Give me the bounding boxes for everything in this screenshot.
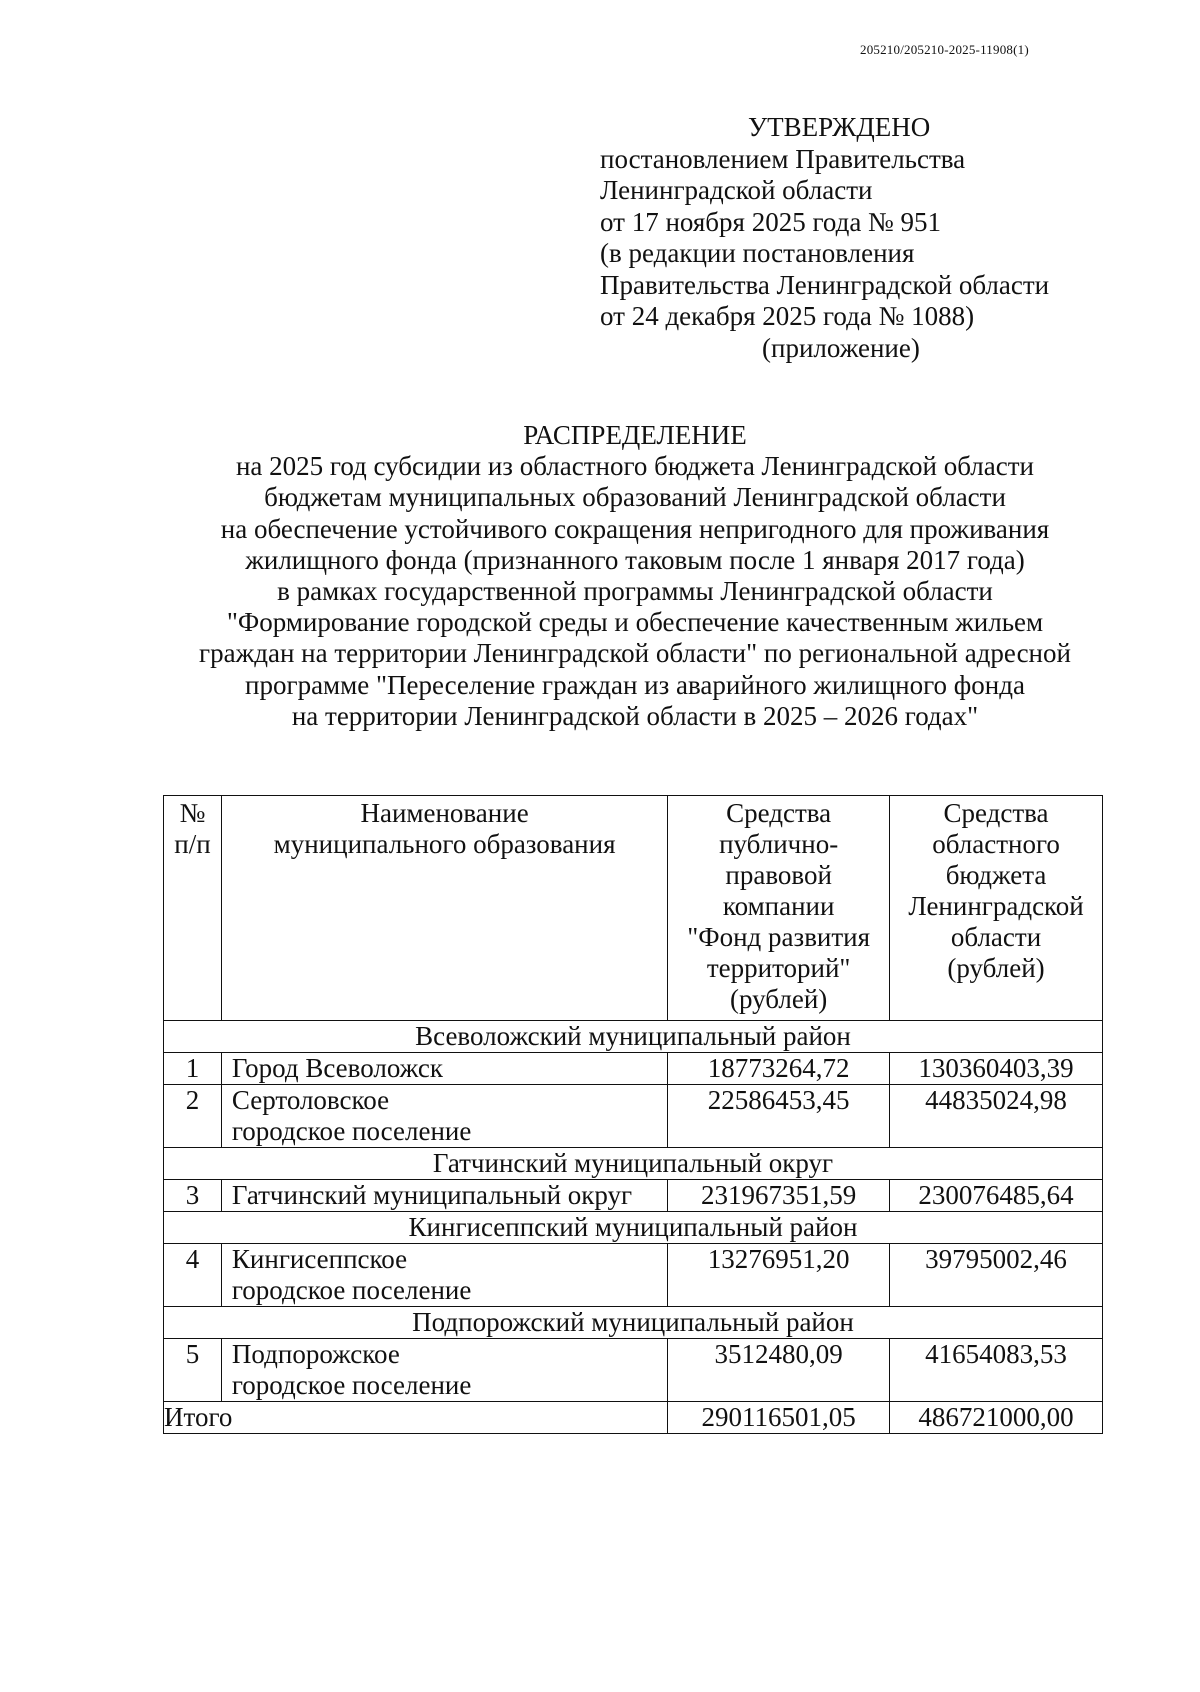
header-text: областного	[932, 829, 1060, 859]
approval-heading: УТВЕРЖДЕНО	[748, 112, 931, 142]
header-text: компании	[722, 891, 835, 921]
approval-block	[600, 112, 1049, 364]
approval-line: (в редакции постановления	[600, 238, 915, 268]
group-row	[164, 1148, 1103, 1180]
row-fund: 13276951,20	[668, 1244, 890, 1307]
header-text: территорий"	[706, 953, 851, 983]
title-line: программе "Переселение граждан из аварийного жилищного фонда	[245, 669, 1025, 700]
approval-line: от 24 декабря 2025 года № 1088)	[600, 301, 975, 331]
header-regional	[890, 796, 1103, 1021]
row-name	[221, 1244, 667, 1307]
title-line: бюджетам муниципальных образований Ленинградской области	[264, 482, 1006, 513]
title-line: в рамках государственной программы Ленинградской области	[277, 576, 993, 607]
table-row	[164, 1180, 1103, 1212]
row-fund: 18773264,72	[668, 1053, 890, 1085]
table-row	[164, 1339, 1103, 1402]
row-regional: 41654083,53	[890, 1339, 1103, 1402]
header-text: области	[950, 922, 1042, 952]
group-title: Гатчинский муниципальный округ	[164, 1148, 1103, 1180]
total-label: Итого	[164, 1402, 668, 1434]
table-row	[164, 1244, 1103, 1307]
group-row	[164, 1307, 1103, 1339]
header-text: Средства	[943, 798, 1049, 828]
title-line: граждан на территории Ленинградской области" по региональной адресной	[199, 638, 1071, 669]
distribution-table	[163, 795, 1103, 1434]
total-fund: 290116501,05	[668, 1402, 890, 1434]
approval-line: Ленинградской области	[600, 175, 873, 205]
row-num: 3	[164, 1180, 222, 1212]
header-text: публично-	[719, 829, 839, 859]
header-text: п/п	[174, 829, 211, 859]
row-num: 1	[164, 1053, 222, 1085]
title-line: "Формирование городской среды и обеспечение качественным жильем	[226, 607, 1044, 638]
header-text: Ленинградской	[908, 891, 1084, 921]
row-regional: 230076485,64	[890, 1180, 1103, 1212]
group-title: Кингисеппский муниципальный район	[164, 1212, 1103, 1244]
row-name-text: Гатчинский муниципальный округ	[231, 1180, 633, 1210]
row-name-text: Сертоловское	[231, 1085, 390, 1115]
row-regional: 39795002,46	[890, 1244, 1103, 1307]
row-name-text: Город Всеволожск	[231, 1053, 443, 1083]
header-text: Наименование	[360, 798, 529, 828]
total-regional: 486721000,00	[890, 1402, 1103, 1434]
group-row	[164, 1021, 1103, 1053]
header-num	[164, 796, 222, 1021]
row-name	[221, 1053, 667, 1085]
row-num: 4	[164, 1244, 222, 1307]
total-row	[164, 1402, 1103, 1434]
title-line: жилищного фонда (признанного таковым после 1 января 2017 года)	[245, 544, 1025, 575]
row-name-text: городское поселение	[231, 1116, 472, 1146]
row-num: 5	[164, 1339, 222, 1402]
approval-line: от 17 ноября 2025 года № 951	[600, 206, 942, 237]
approval-line: постановлением Правительства	[600, 143, 966, 174]
row-num: 2	[164, 1085, 222, 1148]
title-heading: РАСПРЕДЕЛЕНИЕ	[523, 420, 747, 450]
row-name-text: Подпорожское	[231, 1339, 400, 1369]
table-row	[164, 1053, 1103, 1085]
header-text: "Фонд развития	[687, 922, 871, 952]
approval-note: (приложение)	[762, 332, 920, 363]
row-fund: 3512480,09	[668, 1339, 890, 1402]
title-line: на 2025 год субсидии из областного бюджета Ленинградской области	[235, 451, 1034, 482]
document-title	[0, 420, 1200, 732]
group-title: Всеволожский муниципальный район	[164, 1021, 1103, 1053]
document-number: 205210/205210-2025-11908(1)	[860, 42, 1029, 57]
header-text: (рублей)	[730, 984, 828, 1014]
header-text: бюджета	[945, 860, 1047, 890]
row-regional: 44835024,98	[890, 1085, 1103, 1148]
table-header-row	[164, 796, 1103, 1021]
header-name	[221, 796, 667, 1021]
row-name-text: городское поселение	[231, 1275, 472, 1305]
title-line: на обеспечение устойчивого сокращения непригодного для проживания	[220, 513, 1050, 544]
row-name	[221, 1180, 667, 1212]
row-name	[221, 1085, 667, 1148]
header-text: правовой	[725, 860, 832, 890]
title-line: на территории Ленинградской области в 2025 – 2026 годах"	[291, 700, 979, 731]
group-title: Подпорожский муниципальный район	[164, 1307, 1103, 1339]
header-text: Средства	[726, 798, 832, 828]
approval-line: Правительства Ленинградской области	[600, 269, 1050, 300]
row-name-text: Кингисеппское	[231, 1244, 408, 1274]
row-fund: 22586453,45	[668, 1085, 890, 1148]
row-fund: 231967351,59	[668, 1180, 890, 1212]
row-name	[221, 1339, 667, 1402]
row-name-text: городское поселение	[231, 1370, 472, 1400]
header-fund	[668, 796, 890, 1021]
row-regional: 130360403,39	[890, 1053, 1103, 1085]
header-text: №	[179, 798, 206, 828]
header-text: муниципального образования	[273, 829, 616, 859]
header-text: (рублей)	[947, 953, 1045, 983]
table-row	[164, 1085, 1103, 1148]
group-row	[164, 1212, 1103, 1244]
